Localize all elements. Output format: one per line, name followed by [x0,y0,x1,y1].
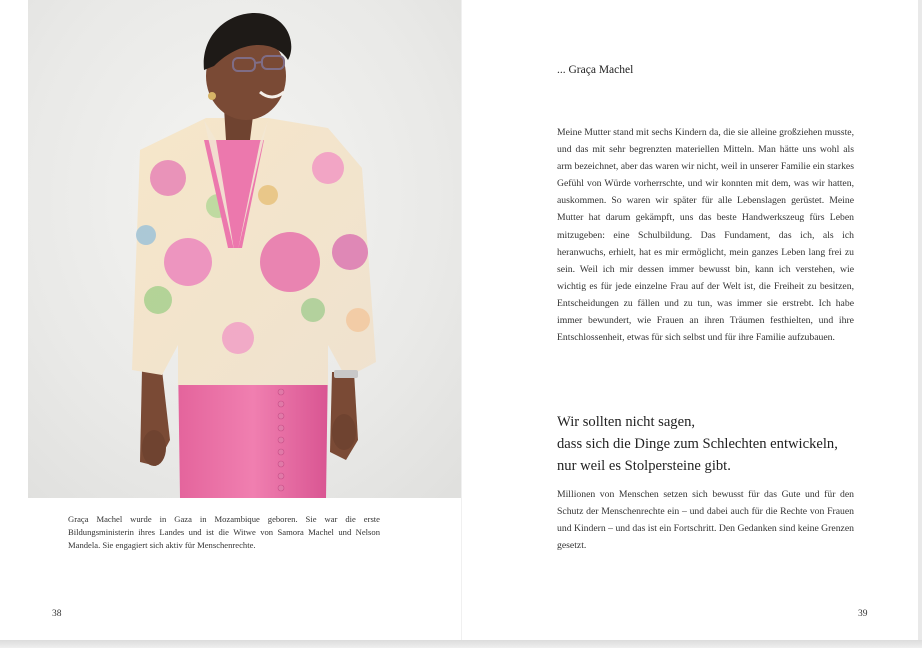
left-page [0,0,461,640]
portrait-photo [28,0,487,498]
portrait-illustration [28,0,487,498]
pull-quote: Wir sollten nicht sagen, dass sich die Dinge zum Schlechten entwickeln, nur weil es Stolpersteine gibt. [557,414,838,474]
page-edge-shadow [0,640,922,648]
body-paragraph-1: Meine Mutter stand mit sechs Kindern da, die sie alleine großziehen musste, und das mit sehr begrenzten materiellen Mitteln. Man hätte uns wohl als arm bezeichnet, aber das waren wir nicht, weil in unserer Familie ein starkes Gefühl von Würde vorherrschte, und wir konnten mit dem, was wir hatten, auskommen. So waren wir später für alle Lebenslagen gerüstet. Meine Mutter hat darum gekämpft, uns das beste Handwerkszeug fürs Leben mitzugeben: eine Schulbildung. Das Fundament, das ich, als ich heranwuchs, erhielt, hat es mir ermöglicht, mein ganzes Leben lang frei zu sein. Weil ich mir dessen immer bewusst bin, kann ich verstehen, wie wichtig es für jede einzelne Frau auf der Welt ist, die Freiheit zu besitzen, Entscheidungen zu fällen und zu tun, was immer sie erstrebt. Ich habe immer bewundert, wie Frauen an ihren Träumen festhielten, und ihre Entschlossenheit, etwas für sich selbst und für ihre Familie aufzubauen. [557,127,854,344]
body-paragraph-2: Millionen von Menschen setzen sich bewusst für das Gute und für den Schutz der Menschenrechte ein – und dabei auch für die Rechte von Frauen und Kindern – und das ist ein Fortschritt. Den Gedanken sind keine Grenzen gesetzt. [557,489,854,552]
photo-caption: Graça Machel wurde in Gaza in Mozambique geboren. Sie war die erste Bildungsministerin ihres Landes und ist die Witwe von Samora Machel und Nelson Mandela. Sie engagiert sich aktiv für Menschenrechte. [68,514,380,550]
section-heading: ... Graça Machel [557,64,634,76]
page-number-right: 39 [858,609,868,619]
page-number-left: 38 [52,609,62,619]
